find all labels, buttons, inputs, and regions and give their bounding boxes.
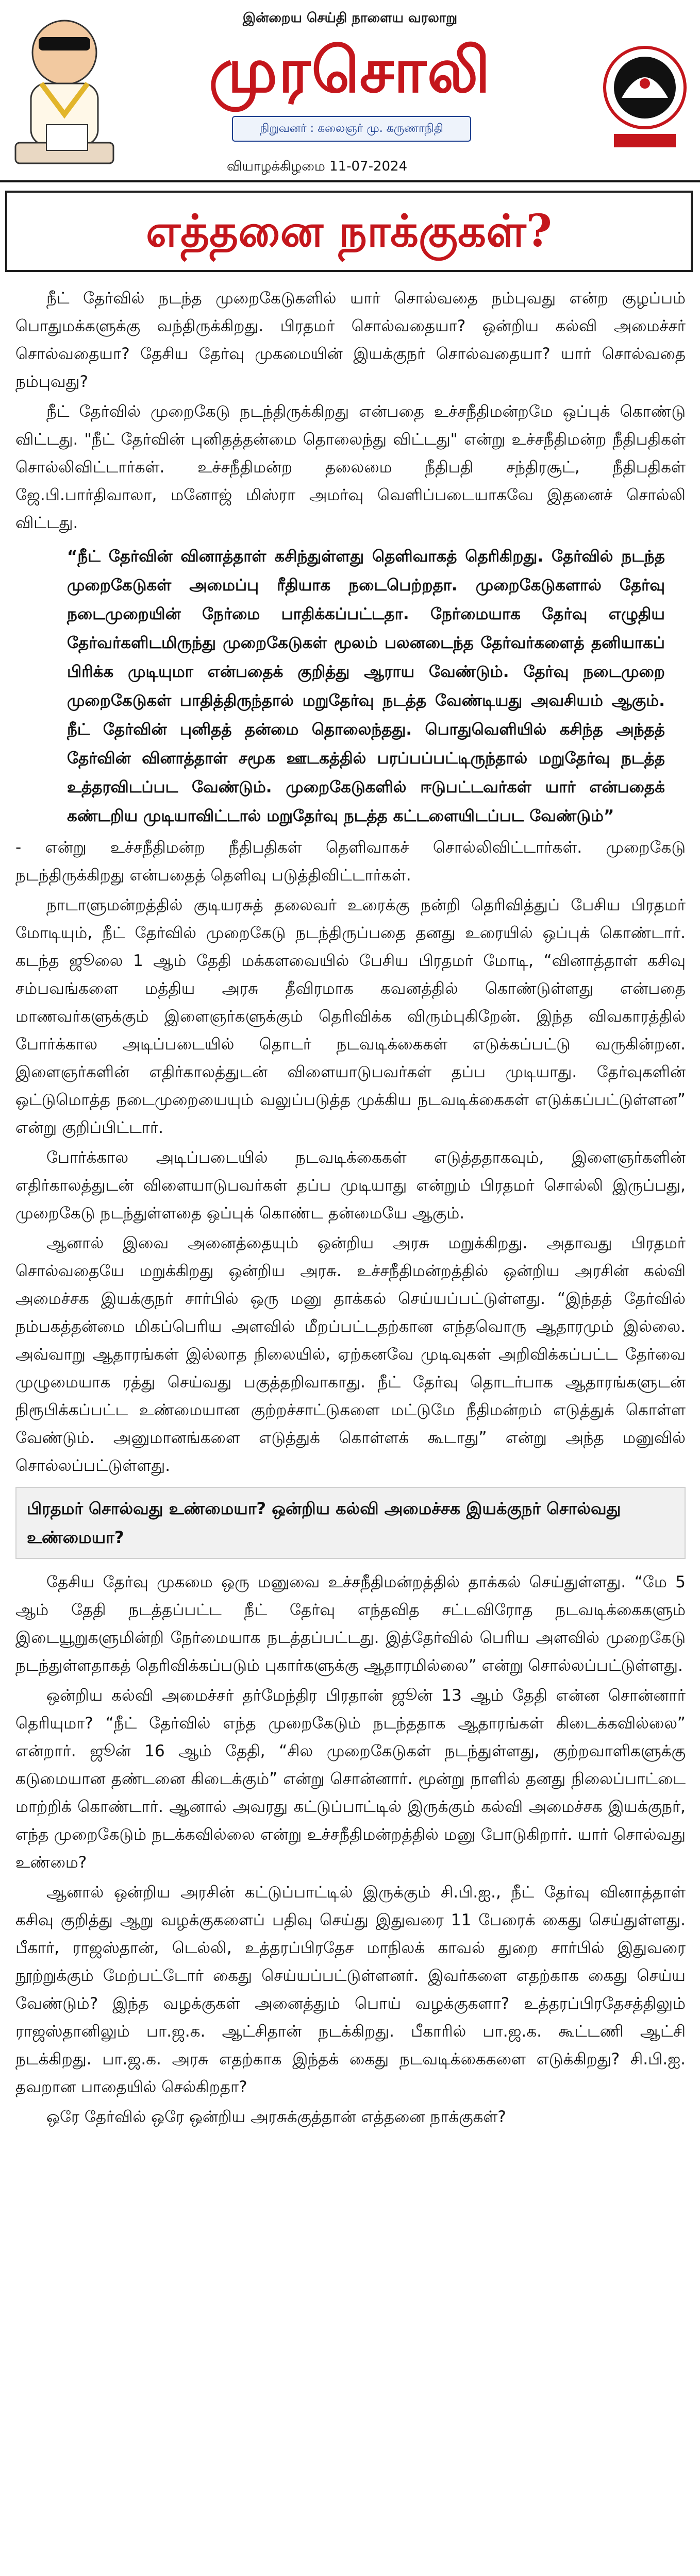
founder-label: நிறுவனர் : கலைஞர் மு. கருணாநிதி — [232, 116, 471, 142]
section-subheading: பிரதமர் சொல்வது உண்மையா? ஒன்றிய கல்வி அமைச்சக இயக்குநர் சொல்வது உண்மையா? — [15, 1487, 686, 1559]
headline-box — [5, 191, 693, 272]
court-quote: “நீட் தேர்வின் வினாத்தாள் கசிந்துள்ளது தெளிவாகத் தெரிகிறது. தேர்வில் நடந்த முறைகேடுகள் அமைப்பு ரீதியாக நடைபெற்றதா. முறைகேடுகளால் தேர்வு நடைமுறையின் நேர்மை பாதிக்கப்பட்டதா. நேர்மையாக தேர்வு எழுதிய தேர்வர்களிடமிருந்து முறைகேடுகள் மூலம் பலனடைந்த தேர்வர்களைத் தனியாகப் பிரிக்க முடியுமா என்பதைக் குறித்து ஆராய வேண்டும். தேர்வு நடைமுறை முறைகேடுகள் பாதித்திருந்தால் மறுதேர்வு நடத்த வேண்டியது அவசியம் ஆகும். நீட் தேர்வின் புனிதத் தன்மை தொலைந்தது. பொதுவெளியில் கசிந்த அந்தத் தேர்வின் வினாத்தாள் சமூக ஊடகத்தில் பரப்பப்பட்டிருந்தால் மறுதேர்வு நடத்த உத்தரவிடப்பட வேண்டும். முறைகேடுகளில் ஈடுபட்டவர்கள் யார் என்பதைக் கண்டறிய முடியாவிட்டால் மறுதேர்வு நடத்த கட்டளையிடப்பட வேண்டும்” — [67, 547, 665, 825]
issue-date: வியாழக்கிழமை 11-07-2024 — [227, 159, 408, 174]
article-paragraph: தேசிய தேர்வு முகமை ஒரு மனுவை உச்சநீதிமன்றத்தில் தாக்கல் செய்துள்ளது. “மே 5 ஆம் தேதி நடத்தப்பட்ட நீட் தேர்வு எந்தவித சட்டவிரோத நடவடிக்கைகளும் இடையூறுகளுமின்றி நேர்மையாக நடத்தப்பட்டது. இத்தேர்வில் பெரிய அளவில் முறைகேடு நடந்துள்ளதாகத் தெரிவிக்கப்படும் புகார்களுக்கு ஆதாரமில்லை” என்று சொல்லப்பட்டுள்ளது. — [15, 1573, 686, 1675]
article-paragraph: ஒன்றிய கல்வி அமைச்சர் தர்மேந்திர பிரதான் ஜூன் 13 ஆம் தேதி என்ன சொன்னார் தெரியுமா? “நீட் தேர்வில் எந்த முறைகேடும் நடந்ததாக ஆதாரங்கள் கிடைக்கவில்லை” என்றார். ஜூன் 16 ஆம் தேதி, “சில முறைகேடுகள் நடந்துள்ளது, குற்றவாளிகளுக்கு கடுமையான தண்டனை கிடைக்கும்” என்று சொன்னார். மூன்று நாளில் தனது நிலைப்பாட்டை மாற்றிக் கொண்டார். ஆனால் அவரது கட்டுப்பாட்டில் இருக்கும் கல்வி அமைச்சக இயக்குநர், எந்த முறைகேடும் நடக்கவில்லை என்று உச்சநீதிமன்றத்தில் மனு போடுகிறார். யார் சொல்வது உண்மை? — [15, 1686, 686, 1872]
party-emblem-icon — [601, 36, 689, 155]
article-closing-line: ஒரே தேர்வில் ஒரே ஒன்றிய அரசுக்குத்தான் எத்தனை நாக்குகள்? — [46, 2108, 506, 2126]
article-paragraph: போர்க்கால அடிப்படையில் நடவடிக்கைகள் எடுத்ததாகவும், இளைஞர்களின் எதிர்காலத்துடன் விளையாடுபவர்கள் தப்ப முடியாது என்றும் பிரதமர் சொல்லி இருப்பது, முறைகேடு நடந்துள்ளதை ஒப்புக் கொண்ட தன்மையே ஆகும். — [15, 1148, 686, 1223]
article-paragraph: நாடாளுமன்றத்தில் குடியரசுத் தலைவர் உரைக்கு நன்றி தெரிவித்துப் பேசிய பிரதமர் மோடியும், நீட் தேர்வில் முறைகேடு நடந்திருப்பதை தனது உரையில் ஒப்புக் கொண்டார். கடந்த ஜூலை 1 ஆம் தேதி மக்களவையில் பேசிய பிரதமர் மோடி, “வினாத்தாள் கசிவு சம்பவங்களை மத்திய அரசு தீவிரமாக கவனத்தில் கொண்டுள்ளது என்பதை மாணவர்களுக்கும் இளைஞர்களுக்கும் தெரிவிக்க விரும்புகிறேன். இந்த விவகாரத்தில் போர்க்கால அடிப்படையில் தொடர் நடவடிக்கைகள் எடுக்கப்பட்டு வருகின்றன. இளைஞர்களின் எதிர்காலத்துடன் விளையாடுபவர்கள் தப்ப முடியாது. தேர்வுகளின் ஒட்டுமொத்த நடைமுறையையும் வலுப்படுத்த முக்கிய நடவடிக்கைகள் எடுக்கப்பட்டுள்ளன” என்று குறிப்பிட்டார். — [15, 896, 686, 1137]
masthead-divider — [0, 180, 700, 182]
article-paragraph: - என்று உச்சநீதிமன்ற நீதிபதிகள் தெளிவாகச் சொல்லிவிட்டார்கள். முறைகேடு நடந்திருக்கிறது என்பதைத் தெளிவு படுத்திவிட்டார்கள். — [15, 838, 686, 885]
masthead-tagline: இன்றைய செய்தி நாளைய வரலாறு — [242, 10, 458, 26]
article-paragraph: நீட் தேர்வில் முறைகேடு நடந்திருக்கிறது என்பதை உச்சநீதிமன்றமே ஒப்புக் கொண்டு விட்டது. "நீட் தேர்வின் புனிதத்தன்மை தொலைந்து விட்டது" என்று உச்சநீதிமன்ற நீதிபதிகள் சொல்லிவிட்டார்கள். உச்சநீதிமன்ற தலைமை நீதிபதி சந்திரசூட், நீதிபதிகள் ஜே.பி.பார்திவாலா, மனோஜ் மிஸ்ரா அமர்வு வெளிப்படையாகவே இதனைச் சொல்லி விட்டது. — [15, 402, 686, 532]
article-body — [15, 284, 686, 2133]
article-paragraph: நீட் தேர்வில் நடந்த முறைகேடுகளில் யார் சொல்வதை நம்புவது என்ற குழப்பம் பொதுமக்களுக்கு வந்திருக்கிறது. பிரதமர் சொல்வதையா? ஒன்றிய கல்வி அமைச்சர் சொல்வதையா? தேசிய தேர்வு முகமையின் இயக்குநர் சொல்வதையா? யார் சொல்வதை நம்புவது? — [15, 289, 686, 391]
newspaper-name: முரசொலி — [209, 34, 491, 107]
headline: எத்தனை நாக்குகள்? — [146, 205, 552, 257]
article-paragraph: ஆனால் இவை அனைத்தையும் ஒன்றிய அரசு மறுக்கிறது. அதாவது பிரதமர் சொல்வதையே மறுக்கிறது ஒன்றிய அரசு. உச்சநீதிமன்றத்தில் ஒன்றிய அரசின் கல்வி அமைச்சக இயக்குநர் சார்பில் ஒரு மனு தாக்கல் செய்யப்பட்டுள்ளது. “இந்தத் தேர்வில் நம்பகத்தன்மை மிகப்பெரிய அளவில் மீறப்பட்டதற்கான எந்தவொரு ஆதாரமும் இல்லை. அவ்வாறு ஆதாரங்கள் இல்லாத நிலையில், ஏற்கனவே முடிவுகள் அறிவிக்கப்பட்ட தேர்வை முழுமையாக ரத்து செய்வது பகுத்தறிவாகாது. நீட் தேர்வு தொடர்பாக ஆதாரங்களுடன் நிரூபிக்கப்பட்ட உண்மையான குற்றச்சாட்டுகளை மட்டுமே நீதிமன்றம் எடுத்துக் கொள்ள வேண்டும். அனுமானங்களை எடுத்துக் கொள்ளக் கூடாது” என்று அந்த மனுவில் சொல்லப்பட்டுள்ளது. — [15, 1234, 686, 1475]
article-paragraph: ஆனால் ஒன்றிய அரசின் கட்டுப்பாட்டில் இருக்கும் சி.பி.ஐ., நீட் தேர்வு வினாத்தாள் கசிவு குறித்து ஆறு வழக்குகளைப் பதிவு செய்து இதுவரை 11 பேரைக் கைது செய்துள்ளது. பீகார், ராஜஸ்தான், டெல்லி, உத்தரப்பிரதேச மாநிலக் காவல் துறை சார்பில் இதுவரை நூற்றுக்கும் மேற்பட்டோர் கைது செய்யப்பட்டுள்ளனர். இவர்களை எதற்காக கைது செய்ய வேண்டும்? இந்த வழக்குகள் அனைத்தும் பொய் வழக்குகளா? உத்தரப்பிரதேசத்திலும் ராஜஸ்தானிலும் பா.ஜ.க. ஆட்சிதான் நடக்கிறது. பீகாரில் பா.ஜ.க. கூட்டணி ஆட்சி நடக்கிறது. பா.ஜ.க. அரசு எதற்காக இந்தக் கைது நடவடிக்கைகளை எடுக்கிறது? சி.பி.ஐ. தவறான பாதையில் செல்கிறதா? — [15, 1883, 686, 2096]
masthead — [0, 0, 700, 185]
